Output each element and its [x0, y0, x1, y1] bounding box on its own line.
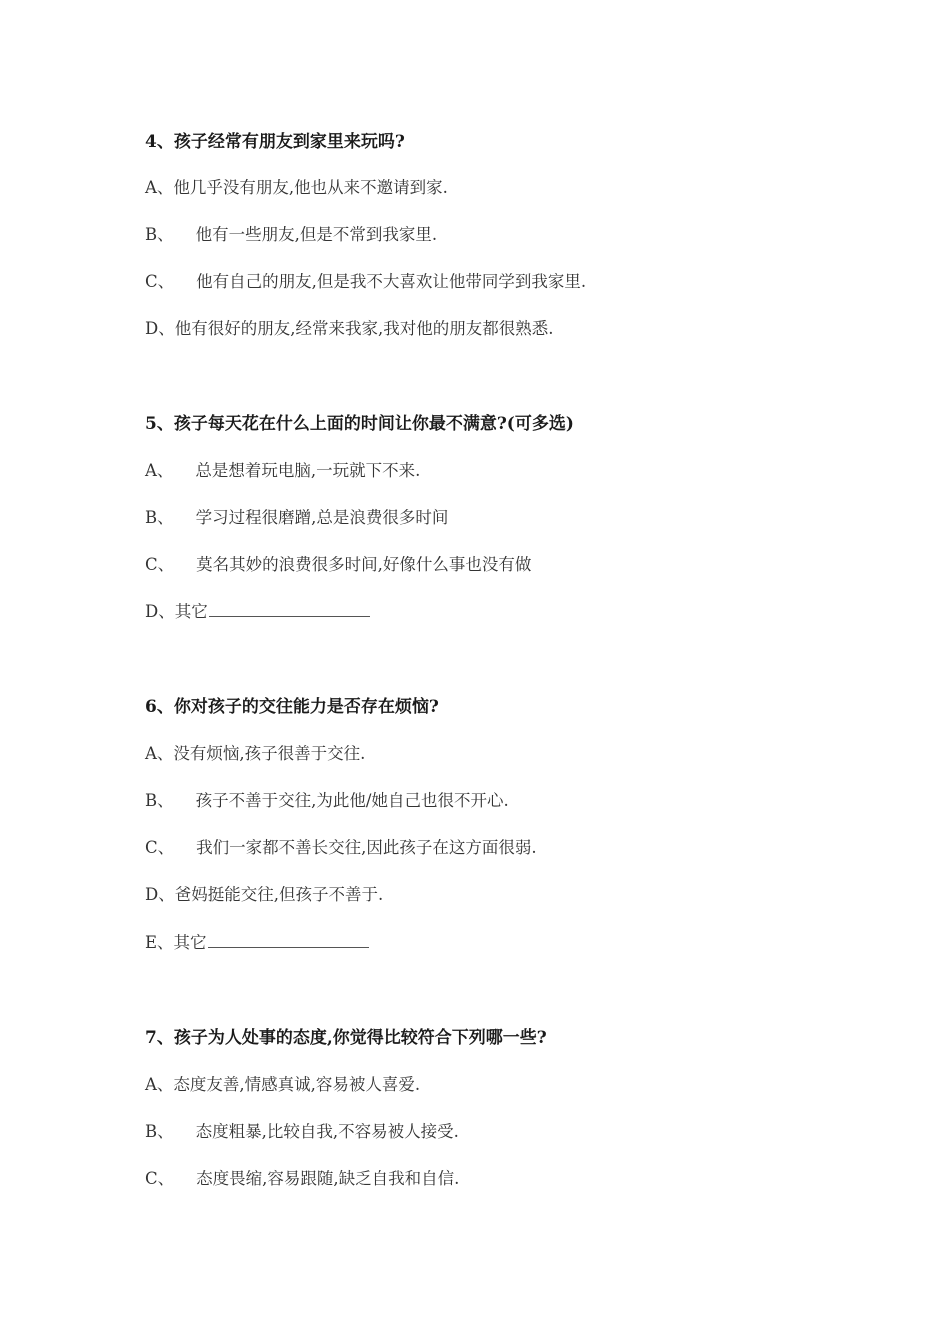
- option-letter: B、: [145, 225, 174, 244]
- option-text: 莫名其妙的浪费很多时间,好像什么事也没有做: [196, 555, 532, 574]
- question-4-option-d: [145, 315, 553, 339]
- option-text: 学习过程很磨蹭,总是浪费很多时间: [195, 508, 449, 527]
- option-letter: C、: [145, 272, 175, 291]
- option-text: 他有一些朋友,但是不常到我家里.: [195, 225, 438, 244]
- option-letter: C、: [145, 838, 175, 857]
- option-text: 爸妈挺能交往,但孩子不善于.: [174, 885, 384, 904]
- question-6-option-d: [145, 881, 383, 905]
- option-text: 态度畏缩,容易跟随,缺乏自我和自信.: [196, 1169, 460, 1188]
- option-letter: E、: [145, 933, 174, 952]
- option-text: 其它: [173, 933, 207, 952]
- question-7-option-c: [145, 1165, 459, 1189]
- option-text: 他有自己的朋友,但是我不大喜欢让他带同学到我家里.: [196, 272, 587, 291]
- option-text: 其它: [174, 602, 208, 621]
- question-6-option-c: [145, 834, 537, 858]
- option-letter: C、: [145, 555, 175, 574]
- question-5-title: 5、孩子每天花在什么上面的时间让你最不满意?(可多选): [145, 414, 574, 434]
- option-text: 态度粗暴,比较自我,不容易被人接受.: [195, 1122, 459, 1141]
- option-letter: B、: [145, 508, 174, 527]
- option-letter: B、: [145, 1122, 174, 1141]
- option-letter: A、: [145, 1075, 174, 1094]
- question-4-title: 4、孩子经常有朋友到家里来玩吗?: [145, 132, 405, 152]
- option-text: 总是想着玩电脑,一玩就下不来.: [195, 461, 421, 480]
- option-letter: A、: [145, 744, 174, 763]
- question-6-title: 6、你对孩子的交往能力是否存在烦恼?: [145, 697, 439, 717]
- question-5-option-a: [145, 457, 420, 481]
- question-5-option-b: [145, 504, 448, 528]
- question-5-option-d: [145, 598, 370, 622]
- option-letter: A、: [145, 178, 174, 197]
- question-6-option-b: [145, 787, 509, 811]
- fill-in-blank-line[interactable]: [209, 615, 370, 617]
- question-4-option-c: [145, 268, 586, 292]
- question-6-option-e: [145, 929, 369, 953]
- option-letter: B、: [145, 791, 174, 810]
- option-text: 态度友善,情感真诚,容易被人喜爱.: [173, 1075, 421, 1094]
- question-4-option-a: [145, 174, 448, 198]
- fill-in-blank-line[interactable]: [208, 946, 369, 948]
- option-text: 孩子不善于交往,为此他/她自己也很不开心.: [195, 791, 509, 810]
- question-4-option-b: [145, 221, 437, 245]
- option-text: 他几乎没有朋友,他也从来不邀请到家.: [173, 178, 448, 197]
- option-letter: C、: [145, 1169, 175, 1188]
- option-letter: D、: [145, 885, 175, 904]
- option-text: 没有烦恼,孩子很善于交往.: [173, 744, 366, 763]
- question-6-option-a: [145, 740, 365, 764]
- option-text: 我们一家都不善长交往,因此孩子在这方面很弱.: [196, 838, 537, 857]
- option-text: 他有很好的朋友,经常来我家,我对他的朋友都很熟悉.: [174, 319, 554, 338]
- option-letter: A、: [145, 461, 174, 480]
- question-7-option-b: [145, 1118, 459, 1142]
- question-7-title: 7、孩子为人处事的态度,你觉得比较符合下列哪一些?: [145, 1028, 547, 1048]
- question-7-option-a: [145, 1071, 420, 1095]
- option-letter: D、: [145, 319, 175, 338]
- question-5-option-c: [145, 551, 531, 575]
- option-letter: D、: [145, 602, 175, 621]
